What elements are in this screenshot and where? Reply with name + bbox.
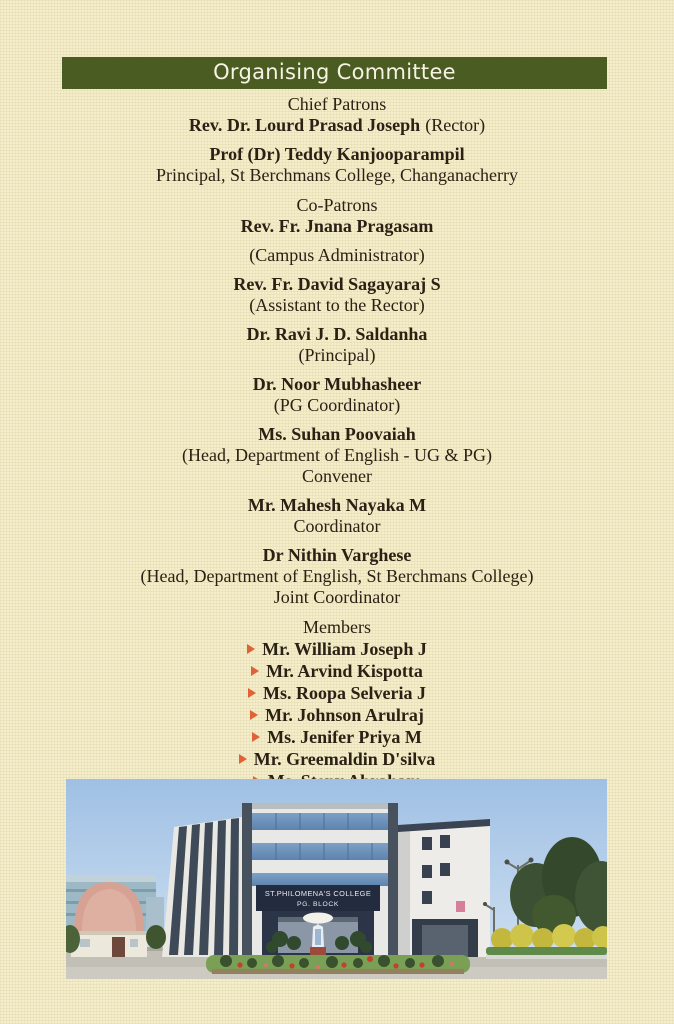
- person-role-suffix: (Rector): [425, 115, 486, 135]
- person-name: Rev. Dr. Lourd Prasad Joseph: [188, 115, 421, 135]
- person-role: Coordinator: [293, 516, 381, 536]
- arrow-bullet-icon: [250, 710, 258, 720]
- person-name: Dr. Noor Mubhasheer: [252, 374, 422, 394]
- person-role: Joint Coordinator: [273, 587, 401, 607]
- right-wing: [398, 819, 490, 957]
- member-item: [0, 726, 674, 748]
- section-heading-members: Members: [303, 617, 371, 637]
- member-item: [0, 748, 674, 770]
- campus-photo: [66, 779, 607, 979]
- committee-entry: [0, 424, 674, 487]
- arrow-bullet-icon: [251, 666, 259, 676]
- arrow-bullet-icon: [239, 754, 247, 764]
- section-heading-co-patrons: Co-Patrons: [296, 195, 378, 215]
- arrow-bullet-icon: [252, 732, 260, 742]
- member-item: [0, 660, 674, 682]
- committee-list: [0, 94, 674, 792]
- committee-entry: [0, 495, 674, 537]
- member-name: Ms. Jenifer Priya M: [267, 727, 422, 747]
- person-role: Convener: [302, 466, 372, 486]
- member-name: Ms. Roopa Selveria J: [263, 683, 426, 703]
- person-name: Mr. Mahesh Nayaka M: [247, 495, 427, 515]
- member-item: [0, 682, 674, 704]
- person-name: Dr Nithin Varghese: [262, 545, 412, 565]
- section-heading-chief-patrons: Chief Patrons: [287, 94, 387, 114]
- member-item: [0, 638, 674, 660]
- building-sign-line1: ST.PHILOMENA'S COLLEGE: [264, 889, 372, 898]
- person-detail: (Principal): [298, 345, 376, 365]
- person-detail: Principal, St Berchmans College, Changanacherry: [156, 165, 518, 185]
- left-wing: [162, 817, 244, 957]
- member-name: Mr. Johnson Arulraj: [265, 705, 424, 725]
- committee-title-bar: [62, 57, 607, 89]
- committee-entry: [0, 545, 674, 608]
- person-name: Dr. Ravi J. D. Saldanha: [246, 324, 428, 344]
- member-name: Mr. Greemaldin D'silva: [253, 749, 436, 769]
- committee-entry: [0, 144, 674, 186]
- person-detail: (Head, Department of English, St Berchmans College): [140, 566, 534, 586]
- committee-entry: [0, 274, 674, 316]
- person-name: Rev. Fr. David Sagayaraj S: [233, 274, 441, 294]
- person-detail: (Head, Department of English - UG & PG): [182, 445, 492, 465]
- person-name: Ms. Suhan Poovaiah: [258, 424, 416, 444]
- building-sign-line2: PG. BLOCK: [296, 901, 340, 908]
- committee-entry: [0, 115, 674, 136]
- person-detail: (Assistant to the Rector): [249, 295, 425, 315]
- building-sign: [256, 885, 380, 911]
- committee-entry: [0, 374, 674, 416]
- yellow-bushes: [486, 924, 607, 959]
- member-name: Mr. Arvind Kispotta: [266, 661, 423, 681]
- member-item: [0, 704, 674, 726]
- arrow-bullet-icon: [247, 644, 255, 654]
- person-detail: (Campus Administrator): [249, 245, 425, 265]
- member-name: Mr. William Joseph J: [262, 639, 427, 659]
- person-name: Rev. Fr. Jnana Pragasam: [240, 216, 434, 236]
- person-detail: (PG Coordinator): [273, 395, 401, 415]
- front-garden: [206, 955, 470, 974]
- committee-entry: [0, 324, 674, 366]
- arrow-bullet-icon: [248, 688, 256, 698]
- person-name: Prof (Dr) Teddy Kanjooparampil: [209, 144, 465, 164]
- page-title: Organising Committee: [213, 59, 456, 84]
